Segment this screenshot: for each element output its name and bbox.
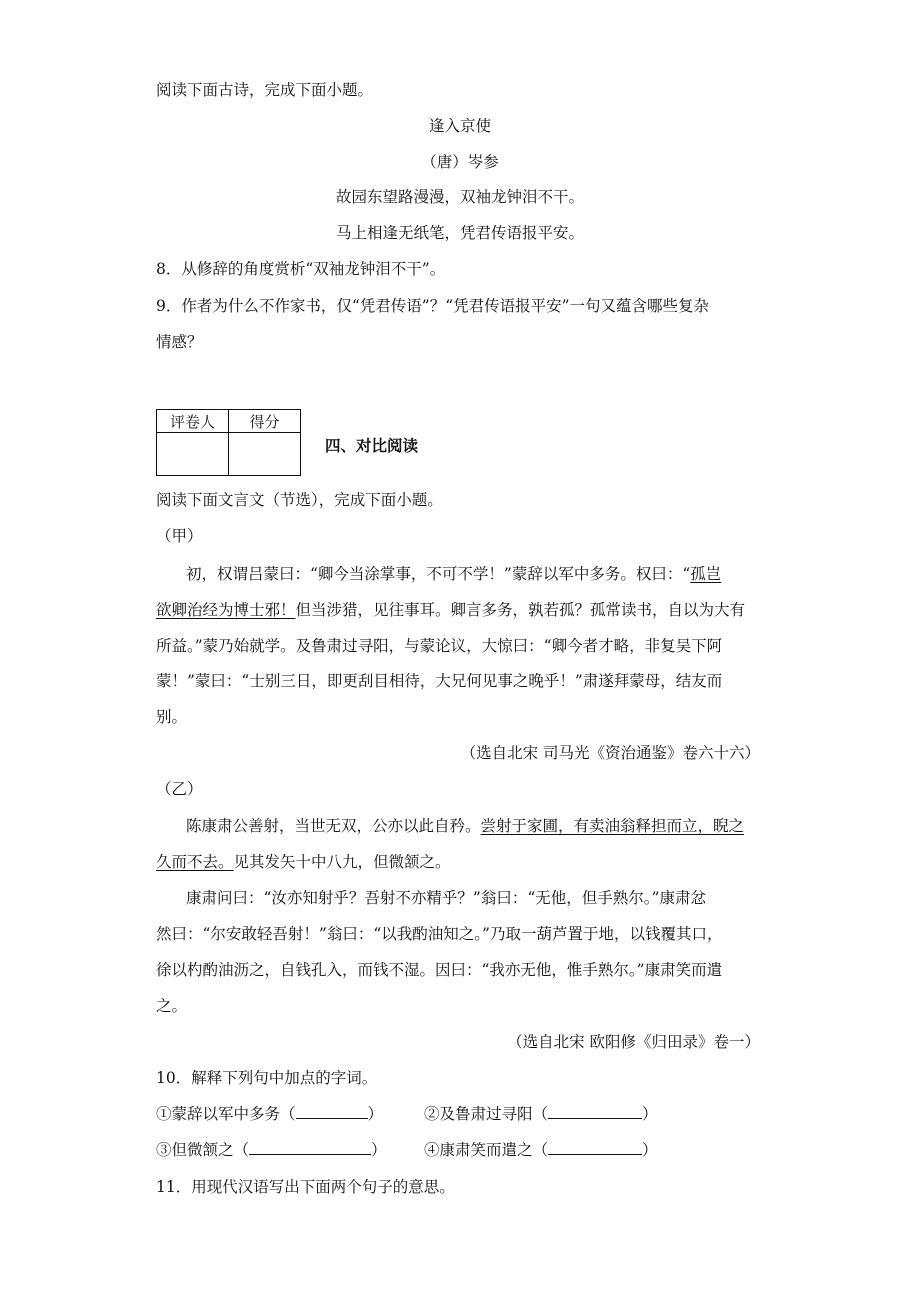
poem-intro: 阅读下面古诗，完成下面小题。 bbox=[156, 81, 374, 99]
question-9-line-1: 9．作者为什么不作家书，仅“凭君传语”？“凭君传语报平安”一句又蕴含哪些复杂 bbox=[156, 297, 710, 315]
passage-b-line-3: 康肃问曰：“汝亦知射乎？吾射不亦精乎？”翁曰：“无他，但手熟尔。”康肃忿 bbox=[186, 889, 706, 907]
reviewer-cell[interactable] bbox=[157, 433, 229, 476]
passage-b-line-6: 之。 bbox=[156, 997, 188, 1015]
answer-blank[interactable] bbox=[548, 1140, 642, 1155]
passage-b-line-4: 然曰：“尔安敢轻吾射！”翁曰：“以我酌油知之。”乃取一葫芦置于地，以钱覆其口， bbox=[156, 925, 723, 943]
underlined-phrase: 欲卿治经为博士邪！ bbox=[156, 601, 296, 619]
poem-title: 逢入京使 bbox=[428, 117, 491, 135]
reviewer-header: 评卷人 bbox=[157, 410, 229, 433]
passage-a-source: （选自北宋 司马光《资治通鉴》卷六十六） bbox=[460, 744, 760, 762]
poem-author: （唐）岑参 bbox=[421, 153, 499, 171]
answer-blank[interactable] bbox=[249, 1140, 371, 1155]
passage-a-line-1: 初，权谓吕蒙曰：“卿今当涂掌事，不可不学！”蒙辞以军中多务。权曰：“孤岂 bbox=[186, 565, 722, 583]
passage-a-label: （甲） bbox=[156, 527, 203, 545]
answer-blank[interactable] bbox=[548, 1104, 642, 1119]
question-10-c: ③但微颔之（ ） bbox=[156, 1141, 387, 1159]
passage-b-label: （乙） bbox=[156, 780, 203, 798]
passage-b-line-5: 徐以杓酌油沥之，自钱孔入，而钱不湿。因曰：“我亦无他，惟手熟尔。”康肃笑而遣 bbox=[156, 961, 723, 979]
classical-intro: 阅读下面文言文（节选），完成下面小题。 bbox=[156, 491, 443, 509]
answer-blank[interactable] bbox=[296, 1104, 368, 1119]
question-9-line-2: 情感？ bbox=[156, 333, 203, 351]
question-10-b: ②及鲁肃过寻阳（ ） bbox=[424, 1105, 658, 1123]
passage-b-line-2: 久而不去。见其发矢十中八九，但微颔之。 bbox=[156, 853, 451, 871]
question-11: 11．用现代汉语写出下面两个句子的意思。 bbox=[156, 1178, 455, 1196]
underlined-phrase: 尝射于家圃，有卖油翁释担而立，睨之 bbox=[480, 817, 745, 835]
section-title: 四、对比阅读 bbox=[325, 437, 419, 455]
passage-a-line-3: 所益。”蒙乃始就学。及鲁肃过寻阳，与蒙论议，大惊曰：“卿今者才略，非复吴下阿 bbox=[156, 637, 723, 655]
poem-line-1: 故园东望路漫漫，双袖龙钟泪不干。 bbox=[335, 188, 584, 206]
score-header: 得分 bbox=[229, 410, 301, 433]
passage-a-line-4: 蒙！”蒙曰：“士别三日，即更刮目相待，大兄何见事之晚乎！”肃遂拜蒙母，结友而 bbox=[156, 672, 723, 690]
question-10-a: ①蒙辞以军中多务（ ） bbox=[156, 1105, 384, 1123]
passage-b-source: （选自北宋 欧阳修《归田录》卷一） bbox=[507, 1033, 760, 1051]
underlined-phrase: 孤岂 bbox=[690, 565, 722, 583]
question-10-d: ④康肃笑而遣之（ ） bbox=[424, 1141, 658, 1159]
score-table bbox=[156, 409, 301, 476]
passage-a-line-5: 别。 bbox=[156, 708, 188, 726]
passage-b-line-1: 陈康肃公善射，当世无双，公亦以此自矜。尝射于家圃，有卖油翁释担而立，睨之 bbox=[186, 817, 745, 835]
poem-line-2: 马上相逢无纸笔，凭君传语报平安。 bbox=[335, 224, 584, 242]
underlined-phrase: 久而不去。 bbox=[156, 853, 234, 871]
score-cell[interactable] bbox=[229, 433, 301, 476]
passage-a-line-2: 欲卿治经为博士邪！但当涉猎，见往事耳。卿言多务，孰若孤？孤常读书，自以为大有 bbox=[156, 601, 746, 619]
question-8: 8．从修辞的角度赏析“双袖龙钟泪不干”。 bbox=[156, 260, 446, 278]
question-10-stem: 10．解释下列句中加点的字词。 bbox=[156, 1069, 378, 1087]
